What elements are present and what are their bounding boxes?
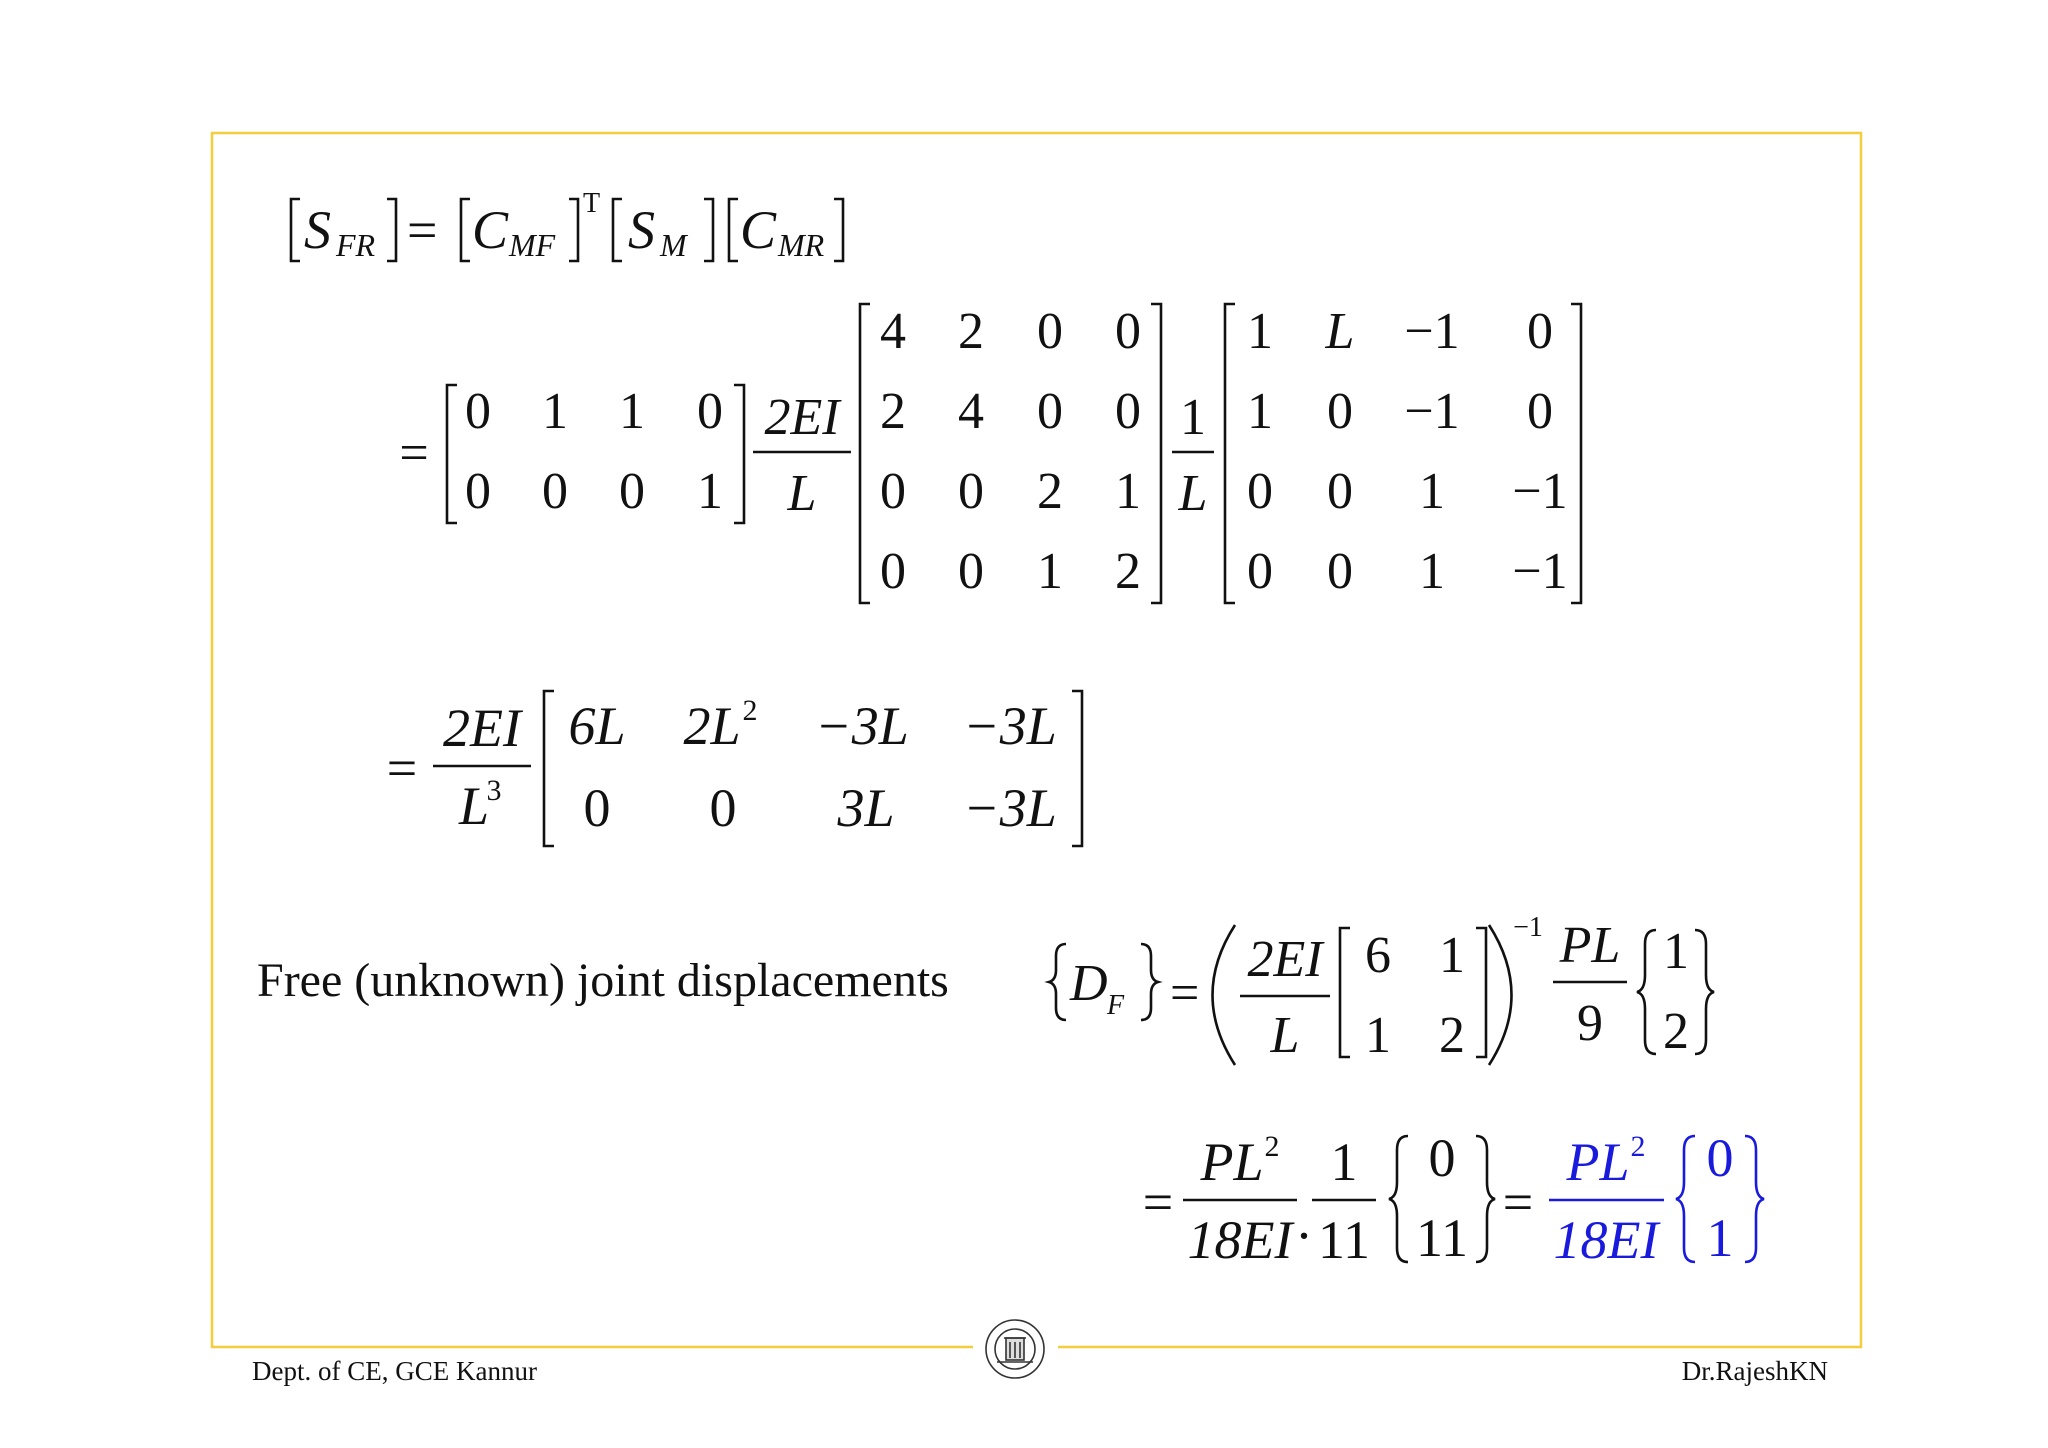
eq1-bracket	[569, 199, 578, 261]
footer-right: Dr.RajeshKN	[1681, 1356, 1828, 1386]
eq5-v1-brace-right	[1476, 1136, 1495, 1262]
eq5-r-num: PL	[1566, 1132, 1630, 1192]
eq4-d-sub: F	[1107, 990, 1125, 1021]
eq2-inv-den: L	[1178, 465, 1208, 522]
matrix-cell: −1	[1404, 383, 1460, 440]
eq5-equals-2: =	[1502, 1172, 1534, 1232]
eq5-dot: .	[1297, 1190, 1311, 1250]
eq2-m2	[880, 303, 1141, 600]
eq2-m1-bracket	[447, 385, 457, 523]
eq5-f2-den: 11	[1318, 1210, 1370, 1270]
matrix-cell: 1	[1247, 303, 1273, 360]
eq2-m2-bracket	[860, 304, 870, 603]
eq1-bracket	[834, 199, 843, 261]
eq1-transpose: T	[583, 188, 601, 219]
eq4-paren-right	[1489, 925, 1512, 1065]
matrix-cell: 0	[1327, 543, 1353, 600]
matrix-cell: −3L	[963, 696, 1057, 756]
eq2-m2-bracket	[1151, 304, 1161, 603]
vector-cell: 11	[1416, 1208, 1468, 1268]
eq3-factor-num: 2EI	[443, 698, 521, 758]
eq1-c2-sub: MR	[778, 227, 825, 263]
matrix-cell: 1	[697, 463, 723, 520]
matrix-cell: 2	[1439, 1007, 1465, 1064]
matrix-cell: 2	[1037, 463, 1063, 520]
eq1-bracket	[461, 199, 470, 261]
eq1-lhs: S	[304, 200, 331, 260]
eq4-p-num: PL	[1559, 917, 1621, 974]
eq1-s-sub: M	[660, 227, 687, 263]
eq2-m1-bracket	[734, 385, 744, 523]
matrix-cell: 0	[880, 543, 906, 600]
matrix-cell: 4	[958, 383, 984, 440]
matrix-cell: 0	[958, 543, 984, 600]
matrix-cell: 0	[465, 383, 491, 440]
eq4-d: D	[1070, 955, 1108, 1012]
matrix-cell: 0	[1247, 463, 1273, 520]
matrix-cell: 0	[542, 463, 568, 520]
vector-cell: 1	[1706, 1208, 1734, 1268]
eq3-matrix	[568, 694, 1056, 838]
eq1-c1-sub: MF	[509, 227, 556, 263]
matrix-cell: L	[1325, 303, 1355, 360]
matrix-cell: −1	[1512, 463, 1568, 520]
vector-cell: 1	[1663, 923, 1689, 980]
eq4-brace-right	[1141, 944, 1158, 1020]
matrix-cell: 6L	[568, 696, 626, 756]
matrix-cell: 0	[1527, 383, 1553, 440]
matrix-cell: 0	[619, 463, 645, 520]
eq5-r-den: 18EI	[1553, 1210, 1659, 1270]
eq5-equals: =	[1142, 1172, 1174, 1232]
matrix-cell: 0	[1527, 303, 1553, 360]
matrix-cell: 0	[1037, 383, 1063, 440]
equation-stiffness-definition	[304, 188, 825, 263]
eq5-f2-num: 1	[1330, 1132, 1358, 1192]
matrix-cell: 1	[1419, 543, 1445, 600]
eq4-k-den: L	[1270, 1007, 1300, 1064]
eq4-inverse-sup: −1	[1513, 912, 1543, 943]
matrix-cell: 0	[1327, 463, 1353, 520]
matrix-cell: 0	[697, 383, 723, 440]
eq1-bracket	[704, 199, 713, 261]
vector-cell: 2	[1663, 1003, 1689, 1060]
matrix-cell: −1	[1404, 303, 1460, 360]
equation-free-displacements	[257, 912, 1689, 1064]
eq5-r-sup: 2	[1630, 1130, 1646, 1163]
matrix-cell: −3L	[963, 778, 1057, 838]
matrix-cell: 0	[1115, 303, 1141, 360]
eq2-m3-bracket	[1225, 304, 1235, 603]
eq2-m3-bracket	[1571, 304, 1581, 603]
matrix-cell: 1	[1365, 1007, 1391, 1064]
matrix-cell: 1	[619, 383, 645, 440]
eq4-v-brace-right	[1695, 930, 1714, 1054]
matrix-cell: 1	[1115, 463, 1141, 520]
footer-left: Dept. of CE, GCE Kannur	[252, 1356, 537, 1386]
matrix-cell: 6	[1365, 927, 1391, 984]
matrix-cell: 0	[1115, 383, 1141, 440]
matrix-cell: −3L	[815, 696, 909, 756]
matrix-cell: 4	[880, 303, 906, 360]
eq2-inv-num: 1	[1180, 389, 1206, 446]
eq2-equals: =	[399, 425, 429, 482]
matrix-cell: 0	[465, 463, 491, 520]
eq5-v1-brace-left	[1389, 1136, 1408, 1262]
eq4-k-num: 2EI	[1247, 931, 1323, 988]
eq2-m3	[1247, 303, 1568, 600]
eq1-lhs-sub: FR	[336, 227, 376, 263]
vector-cell: 0	[1428, 1128, 1456, 1188]
eq1-bracket	[729, 199, 738, 261]
matrix-cell: 1	[1037, 543, 1063, 600]
matrix-cell: 1	[1247, 383, 1273, 440]
matrix-cell: 0	[709, 778, 737, 838]
eq1-bracket	[387, 199, 396, 261]
eq3-square-sup: 2	[742, 694, 758, 727]
eq2-factor-num: 2EI	[764, 389, 840, 446]
eq3-factor-den: L	[458, 776, 490, 836]
matrix-cell: 2L	[683, 696, 741, 756]
eq1-equals: =	[407, 200, 438, 260]
eq3-bracket	[1072, 691, 1082, 846]
eq3-factor-den-sup: 3	[486, 774, 502, 807]
eq1-bracket	[613, 199, 622, 261]
matrix-cell: −1	[1512, 543, 1568, 600]
eq3-equals: =	[386, 738, 418, 798]
eq1-c2: C	[740, 200, 777, 260]
matrix-cell: 1	[1439, 927, 1465, 984]
eq4-label: Free (unknown) joint displacements	[257, 954, 949, 1007]
eq4-k-bracket	[1476, 928, 1486, 1057]
vector-cell: 0	[1706, 1128, 1734, 1188]
matrix-cell: 0	[880, 463, 906, 520]
eq4-p-den: 9	[1577, 995, 1603, 1052]
matrix-cell: 0	[1037, 303, 1063, 360]
matrix-cell: 1	[1419, 463, 1445, 520]
matrix-cell: 2	[958, 303, 984, 360]
eq5-v2-brace-left	[1676, 1136, 1695, 1262]
eq2-factor-den: L	[787, 465, 817, 522]
matrix-cell: 0	[1247, 543, 1273, 600]
eq4-k-bracket	[1340, 928, 1350, 1057]
matrix-cell: 0	[583, 778, 611, 838]
matrix-cell: 2	[880, 383, 906, 440]
matrix-cell: 0	[958, 463, 984, 520]
eq5-f1-num: PL	[1200, 1132, 1264, 1192]
eq4-v-brace-left	[1637, 930, 1656, 1054]
matrix-cell: 1	[542, 383, 568, 440]
eq3-bracket	[544, 691, 554, 846]
eq5-v2-brace-right	[1745, 1136, 1764, 1262]
matrix-cell: 3L	[837, 778, 895, 838]
eq4-paren-left	[1213, 925, 1236, 1065]
matrix-cell: 0	[1327, 383, 1353, 440]
matrix-cell: 2	[1115, 543, 1141, 600]
eq1-c1: C	[472, 200, 509, 260]
eq1-bracket	[291, 199, 300, 261]
eq2-m1	[465, 383, 723, 520]
equation-matrix-product	[399, 303, 1567, 600]
eq4-equals: =	[1170, 965, 1200, 1022]
eq1-s: S	[628, 200, 655, 260]
college-logo	[986, 1320, 1044, 1378]
eq4-brace-left	[1049, 944, 1066, 1020]
eq5-f1-sup: 2	[1264, 1130, 1280, 1163]
eq5-f1-den: 18EI	[1187, 1210, 1293, 1270]
